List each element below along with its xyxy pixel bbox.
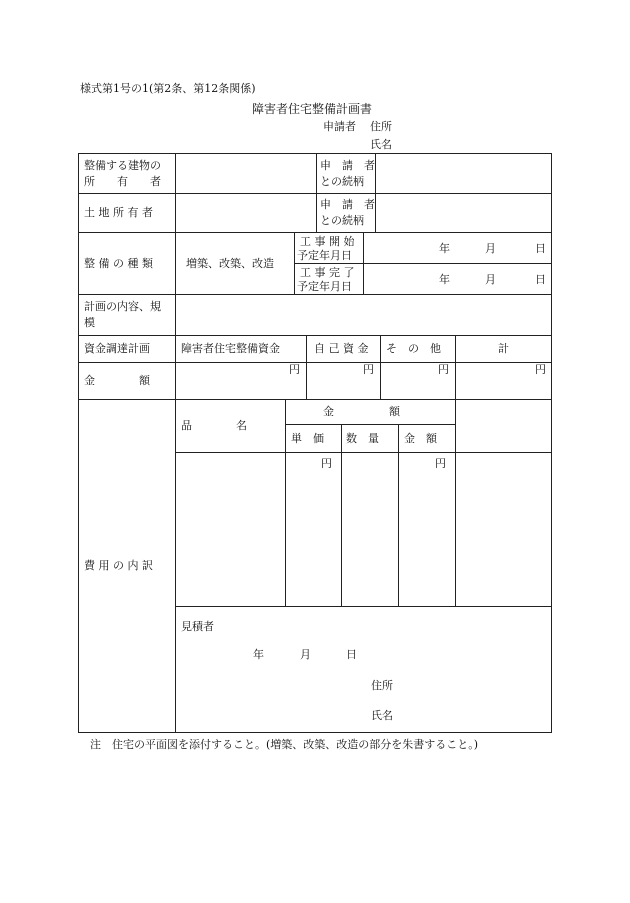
breakdown-quantity-field[interactable] <box>343 454 397 605</box>
quantity-header: 数 量 <box>346 432 379 445</box>
footnote: 注 住宅の平面図を添付すること。(増築、改築、改造の部分を朱書すること。) <box>90 738 479 751</box>
work-type-label: 整 備 の 種 類 <box>84 257 153 270</box>
row-divider <box>78 294 552 295</box>
form-number: 様式第1号の1(第2条、第12条関係) <box>80 82 256 95</box>
land-owner-relation-field[interactable] <box>377 195 550 231</box>
day-label: 日 <box>535 242 546 255</box>
row-divider <box>78 232 552 233</box>
col-divider <box>380 335 381 399</box>
col-divider <box>316 153 317 232</box>
estimator-name-label: 氏名 <box>371 709 393 722</box>
year-label: 年 <box>439 242 450 255</box>
amount-total-field[interactable] <box>457 364 550 398</box>
applicant-label: 申請者 <box>323 120 356 133</box>
finish-date-field[interactable] <box>365 265 550 293</box>
owner-relation-field[interactable] <box>377 155 550 192</box>
yen-label: 円 <box>363 363 374 376</box>
relation-label-line2: との続柄 <box>320 175 364 188</box>
month-label: 月 <box>300 648 311 661</box>
col-divider <box>455 399 456 606</box>
unit-price-header: 単 価 <box>291 432 324 445</box>
breakdown-unit-price-field[interactable] <box>287 454 340 605</box>
table-border-right <box>551 153 552 733</box>
item-name-header: 品 名 <box>181 419 247 432</box>
plan-content-field[interactable] <box>177 296 550 334</box>
row-divider <box>294 263 552 264</box>
owner-building-field[interactable] <box>177 155 315 192</box>
owner-building-label-line1: 整備する建物の <box>84 159 161 172</box>
cost-breakdown-label: 費 用 の 内 訳 <box>84 559 153 572</box>
table-border-bottom <box>78 732 552 733</box>
amount-own-funds-field[interactable] <box>308 364 379 398</box>
row-divider <box>175 606 552 607</box>
owner-building-label-line2: 所 有 者 <box>84 175 161 188</box>
land-owner-label: 土 地 所 有 者 <box>84 206 153 219</box>
start-date-label-line2: 予定年月日 <box>297 249 352 262</box>
estimator-address-field[interactable] <box>396 676 546 694</box>
row-divider <box>285 424 455 425</box>
funding-plan-label: 資金調達計画 <box>84 342 150 355</box>
amount-other-field[interactable] <box>382 364 454 398</box>
estimator-name-field[interactable] <box>396 706 546 724</box>
col-divider <box>285 399 286 606</box>
work-type-value: 増築、改築、改造 <box>186 257 274 270</box>
yen-label: 円 <box>438 363 449 376</box>
col-divider <box>294 232 295 294</box>
row-divider <box>78 362 552 363</box>
estimator-label: 見積者 <box>181 620 214 633</box>
finish-date-label-line2: 予定年月日 <box>297 280 352 293</box>
amount-label: 金 額 <box>84 374 150 387</box>
breakdown-amount-field[interactable] <box>400 454 454 605</box>
year-label: 年 <box>253 648 264 661</box>
land-owner-field[interactable] <box>177 195 315 231</box>
col-divider <box>341 424 342 606</box>
funding-col-own-funds: 自 己 資 金 <box>314 342 369 355</box>
row-divider <box>78 193 552 194</box>
year-label: 年 <box>439 273 450 286</box>
table-border-left <box>78 153 79 733</box>
funding-col-disability-fund: 障害者住宅整備資金 <box>181 342 280 355</box>
plan-content-label-line1: 計画の内容、規 <box>84 300 161 313</box>
funding-col-other: そ の 他 <box>386 342 441 355</box>
sub-amount-header: 金 額 <box>404 432 437 445</box>
relation-label-line1: 申 請 者 <box>320 159 375 172</box>
yen-label: 円 <box>321 457 332 470</box>
col-divider <box>175 153 176 733</box>
estimator-address-label: 住所 <box>371 679 393 692</box>
month-label: 月 <box>485 273 496 286</box>
start-date-field[interactable] <box>365 234 550 262</box>
page-title: 障害者住宅整備計画書 <box>252 102 373 116</box>
breakdown-extra-field[interactable] <box>457 401 550 605</box>
applicant-name-label: 氏名 <box>370 138 392 151</box>
relation-label-line2: との続柄 <box>320 214 364 227</box>
col-divider <box>363 232 364 294</box>
relation-label-line1: 申 請 者 <box>320 198 375 211</box>
col-divider <box>375 153 376 232</box>
start-date-label-line1: 工 事 開 始 <box>300 235 355 248</box>
amount-header: 金 額 <box>323 405 400 418</box>
col-divider <box>398 424 399 606</box>
table-border-top <box>78 153 552 154</box>
row-divider <box>78 335 552 336</box>
row-divider <box>78 399 552 400</box>
yen-label: 円 <box>435 457 446 470</box>
yen-label: 円 <box>289 363 300 376</box>
plan-content-label-line2: 模 <box>84 316 95 329</box>
day-label: 日 <box>346 648 357 661</box>
breakdown-item-field[interactable] <box>177 454 284 605</box>
estimate-date-field[interactable] <box>240 644 380 664</box>
month-label: 月 <box>485 242 496 255</box>
yen-label: 円 <box>535 363 546 376</box>
amount-disability-fund-field[interactable] <box>177 364 305 398</box>
col-divider <box>306 335 307 399</box>
finish-date-label-line1: 工 事 完 了 <box>300 266 355 279</box>
day-label: 日 <box>535 273 546 286</box>
applicant-address-label: 住所 <box>370 120 392 133</box>
col-divider <box>455 335 456 399</box>
funding-col-total: 計 <box>498 342 509 355</box>
